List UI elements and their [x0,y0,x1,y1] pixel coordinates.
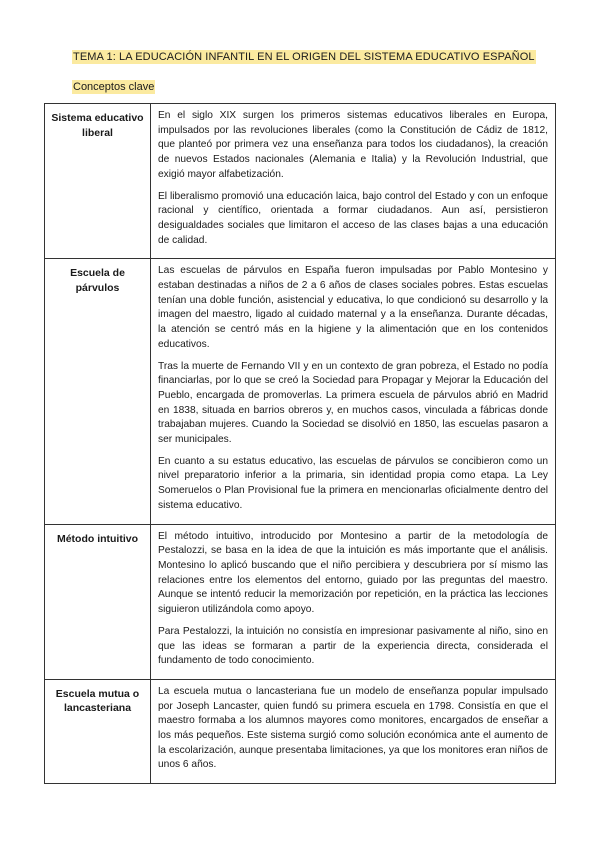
paragraph: En el siglo XIX surgen los primeros sistemas educativos liberales en Europa, impulsados por las revoluciones liberales (como la Constitución de Cádiz de 1812, que planteó por primera vez una enseñanza para todos los ciudadanos), la creación de nuevos Estados nacionales (Alemania e Italia) y la Revolución Industrial, que exigió mayor alfabetización. [158,110,548,180]
section-subtitle: Conceptos clave [73,81,155,93]
description-cell [151,104,556,259]
table-row [45,104,556,259]
table-row [45,679,556,783]
table-row [45,524,556,679]
paragraph: El método intuitivo, introducido por Montesino a partir de la metodología de Pestalozzi, se basa en la idea de que la intuición es más importante que el análisis. Montesino lo aplicó buscando que el niño percibiera y descubriera por sí mismo las relaciones entre los elementos del entorno, guiado por las preguntas del maestro. Aunque se intentó reducir la memorización por repetición, en la práctica las lecciones siguieron utilizándola como apoyo. [158,530,548,616]
term-cell: Escuela de párvulos [45,259,151,524]
document-title: TEMA 1: LA EDUCACIÓN INFANTIL EN EL ORIGEN DEL SISTEMA EDUCATIVO ESPAÑOL [73,51,535,63]
description-cell [151,679,556,783]
term-cell: Método intuitivo [45,524,151,679]
term-cell: Escuela mutua o lancasteriana [45,679,151,783]
term-cell: Sistema educativo liberal [45,104,151,259]
table-row [45,259,556,524]
paragraph: La escuela mutua o lancasteriana fue un modelo de enseñanza popular impulsado por Joseph Lancaster, quien fundó su primera escuela en 1798. Consistía en que el maestro formaba a los alumnos mayores como monitores, encargados de enseñar a los más pequeños. Este sistema surgió como solución económica ante el aumento de la escolarización, aunque presentaba limitaciones, ya que los monitores eran niños de unos 6 años. [158,685,548,771]
description-cell [151,524,556,679]
concepts-table [44,103,556,784]
paragraph: Tras la muerte de Fernando VII y en un contexto de gran pobreza, el Estado no podía financiarlas, por lo que se creó la Sociedad para Propagar y Mejorar la Educación del Pueblo, encargada de promoverlas. La primera escuela de párvulos abrió en Madrid en 1838, situada en barrios obreros y, en muchos casos, vinculada a fábricas donde trabajaban mujeres. Cuando la Sociedad se disolvió en 1850, las escuelas pasaron a ser municipales. [158,360,548,446]
paragraph: Las escuelas de párvulos en España fueron impulsadas por Pablo Montesino y estaban destinadas a niños de 2 a 6 años de clases sociales pobres. Estas escuelas tenían una doble función, asistencial y educativa, lo que condicionó su desarrollo y la imagen del maestro, ligado al cuidado maternal y a la enseñanza. Durante décadas, la atención se centró más en la higiene y la alimentación que en los contenidos educativos. [158,265,548,350]
paragraph: El liberalismo promovió una educación laica, bajo control del Estado y con un enfoque racional y científico, orientada a formar ciudadanos. Aun así, persistieron desigualdades sociales que limitaron el acceso de las clases bajas a una educación de calidad. [158,190,548,246]
paragraph: En cuanto a su estatus educativo, las escuelas de párvulos se concibieron como un nivel preparatorio inferior a la primaria, sin identidad propia como etapa. La Ley Someruelos o Plan Provisional fue la primera en mencionarlas oficialmente dentro del sistema educativo. [158,455,548,511]
description-cell [151,259,556,524]
paragraph: Para Pestalozzi, la intuición no consistía en impresionar pasivamente al niño, sino en que las ideas se formaran a partir de la experiencia directa, considerada el fundamento de todo conocimiento. [158,625,548,667]
